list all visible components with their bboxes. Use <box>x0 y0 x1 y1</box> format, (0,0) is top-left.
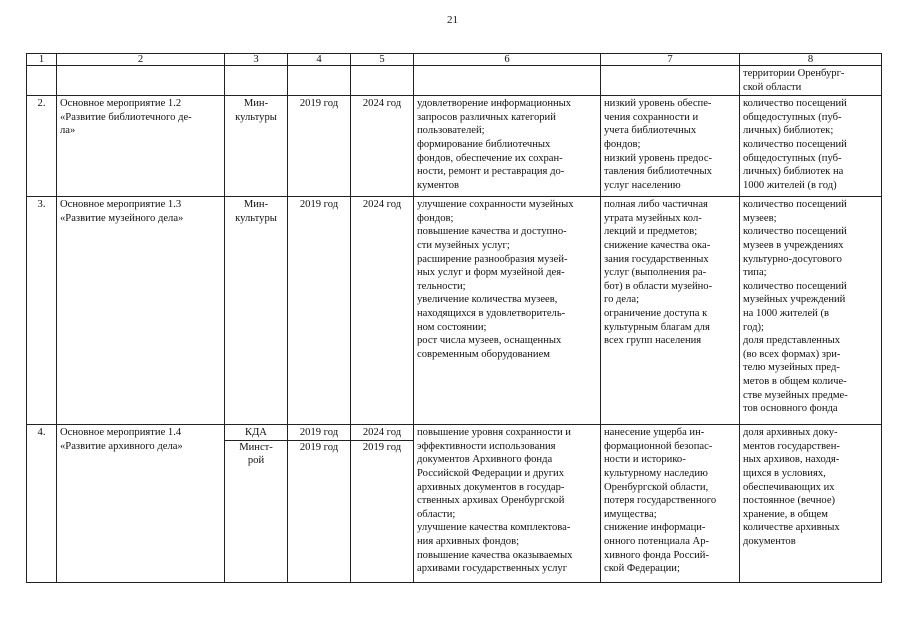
table-row <box>27 425 882 583</box>
executor-kda: КДА <box>245 427 267 439</box>
header-col-5: 5 <box>351 54 414 66</box>
measure-name-cell: Основное мероприятие 1.2 «Развитие библиотечного де- ла» <box>57 96 225 197</box>
consequences-cell: нанесение ущерба ин- формационной безопас- ности и историко- культурному наследию Оренбургской области, потеря государственного имущества; снижение информаци- онного потенциала Ар- хивного фонда Россий- ской Федерации; <box>601 425 740 583</box>
header-col-6: 6 <box>414 54 601 66</box>
end-year-cell: 2024 год <box>351 96 414 197</box>
indicators-cell <box>740 66 882 96</box>
start-year-cell: 2019 год 2019 год <box>288 425 351 583</box>
start-year-cell: 2019 год <box>288 96 351 197</box>
row-number: 2. <box>27 96 57 197</box>
measures-table <box>26 53 882 583</box>
row-number: 4. <box>27 425 57 583</box>
consequences-cell: полная либо частичная утрата музейных кол- лекций и предметов; снижение качества ока- зания государственных услуг (выполнения ра- бот) в области музейно- го дела; ограничение доступа к культурным благам для всех групп населения <box>601 197 740 425</box>
header-col-2: 2 <box>57 54 225 66</box>
header-col-4: 4 <box>288 54 351 66</box>
executor-cell: Мин- культуры <box>225 197 288 425</box>
page-number: 21 <box>447 14 458 26</box>
measure-name-cell: Основное мероприятие 1.4 «Развитие архивного дела» <box>57 425 225 583</box>
end-year-cell: 2024 год 2019 год <box>351 425 414 583</box>
table-row <box>27 197 882 425</box>
expected-result-cell: повышение уровня сохранности и эффективности использования документов Архивного фонда Российской Федерации и других архивных документов в государ- ственных архивах Оренбургской области; улучшение качества комплектова- ния архивных фондов; повышение качества оказываемых архивами государственных услуг <box>414 425 601 583</box>
measure-name-cell: Основное мероприятие 1.3 «Развитие музейного дела» <box>57 197 225 425</box>
indicators-cell: количество посещений музеев; количество посещений музеев в учреждениях культурно-досугового типа; количество посещений музейных учреждений на 1000 жителей (в год); доля представленных (во всех формах) зри- телю музейных пред- метов в общем количе- стве музейных предме- тов основного фонда <box>740 197 882 425</box>
header-col-8: 8 <box>740 54 882 66</box>
indicators-cell: доля архивных доку- ментов государствен- ных архивов, находя- щихся в условиях, обеспечивающих их постоянное (вечное) хранение, в общем количестве архивных документов <box>740 425 882 583</box>
consequences-cell: низкий уровень обеспе- чения сохранности и учета библиотечных фондов; низкий уровень предос- тавления библиотечных услуг населению <box>601 96 740 197</box>
expected-result-cell: улучшение сохранности музейных фондов; повышение качества и доступно- сти музейных услуг; расширение разнообразия музей- ных услуг и форм музейной дея- тельности; увеличение количества музеев, находящихся в удовлетворитель- ном состоянии; рост числа музеев, оснащенных современным оборудованием <box>414 197 601 425</box>
cell-line: территории Оренбург- <box>743 68 845 79</box>
expected-result-cell: удовлетворение информационных запросов различных категорий пользователей; формирование библиотечных фондов, обеспечение их сохран- ности, ремонт и реставрация до- кументов <box>414 96 601 197</box>
indicators-cell: количество посещений общедоступных (пуб- личных) библиотек; количество посещений общедоступных (пуб- личных) библиотек на 1000 жителей (в год) <box>740 96 882 197</box>
row-number: 3. <box>27 197 57 425</box>
header-col-3: 3 <box>225 54 288 66</box>
header-col-7: 7 <box>601 54 740 66</box>
executor-cell: Мин- культуры <box>225 96 288 197</box>
start-year-cell: 2019 год <box>288 197 351 425</box>
executor-cell: КДА Минст- рой <box>225 425 288 583</box>
table-row <box>27 96 882 197</box>
header-row <box>27 54 882 66</box>
header-col-1: 1 <box>27 54 57 66</box>
table-row-continuation <box>27 66 882 96</box>
end-year-cell: 2024 год <box>351 197 414 425</box>
cell-line: ской области <box>743 81 802 93</box>
